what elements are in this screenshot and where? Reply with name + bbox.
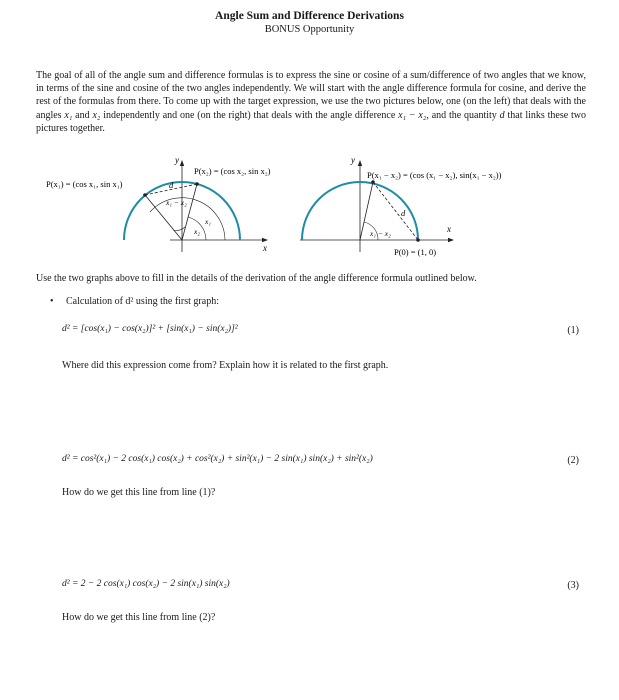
figure-right bbox=[300, 155, 502, 257]
intro-var-diff: x₁ − x₂ bbox=[398, 109, 427, 121]
figure-graphs bbox=[0, 152, 619, 262]
left-point-p1 bbox=[143, 193, 147, 197]
intro-paragraph bbox=[36, 69, 586, 135]
equation-3: d² = 2 − 2 cos(x₁) cos(x₂) − 2 sin(x₁) sin(x₂) bbox=[62, 579, 230, 589]
page-subtitle: BONUS Opportunity bbox=[264, 24, 355, 35]
intro-text-4: that links these two pictures together. bbox=[36, 109, 587, 134]
page-title: Angle Sum and Difference Derivations bbox=[215, 10, 404, 22]
equation-number-1: (1) bbox=[567, 325, 579, 336]
equation-1: d² = [cos(x₁) − cos(x₂)]² + [sin(x₁) − sin(x₂)]² bbox=[62, 324, 238, 334]
left-axis-y-label: y bbox=[175, 155, 179, 165]
right-y-arrow-icon bbox=[358, 160, 362, 166]
intro-text-and: and bbox=[72, 109, 93, 121]
right-x-arrow-icon bbox=[448, 238, 454, 242]
left-label-p1: P(x₁) = (cos x₁, sin x₁) bbox=[46, 179, 123, 189]
question-3: How do we get this line from line (2)? bbox=[62, 612, 216, 623]
left-y-arrow-icon bbox=[180, 160, 184, 166]
left-label-d: d bbox=[169, 180, 174, 190]
bullet-dot-icon: • bbox=[50, 296, 54, 307]
bullet-text: Calculation of d² using the first graph: bbox=[66, 296, 219, 307]
figure-left bbox=[46, 155, 271, 253]
left-label-x1: x₁ bbox=[205, 217, 211, 226]
equation-number-2: (2) bbox=[567, 455, 579, 466]
right-label-p0: P(0) = (1, 0) bbox=[394, 247, 437, 257]
right-label-diff: x₁ − x₂ bbox=[370, 229, 391, 238]
right-label-p: P(x₁ − x₂) = (cos (x₁ − x₂), sin(x₁ − x₂)) bbox=[367, 170, 502, 180]
equation-2: d² = cos²(x₁) − 2 cos(x₁) cos(x₂) + cos²(x₂) + sin²(x₁) − 2 sin(x₁) sin(x₂) + sin²(x₂) bbox=[62, 454, 373, 464]
left-label-p2: P(x₂) = (cos x₂, sin x₂) bbox=[194, 166, 271, 176]
intro-text-3: , and the quantity bbox=[426, 109, 500, 121]
right-point-p bbox=[371, 180, 375, 184]
question-2: How do we get this line from line (1)? bbox=[62, 487, 216, 498]
intro-text-1: The goal of all of the angle sum and difference formulas is to express the sine or cosine of a sum/difference of two angles that we know, in terms of the sine and cosine of the two angles independently. We will start with the angle difference formula for cosine, and derive the rest of the formulas from there. To come up with the target expression, we use the two pictures below, one (on the left) that deals with the angles bbox=[36, 70, 586, 121]
right-point-p0 bbox=[416, 238, 420, 242]
equation-number-3: (3) bbox=[567, 580, 579, 591]
left-label-x2: x₂ bbox=[194, 227, 200, 236]
intro-var-x1: x₁ bbox=[64, 109, 73, 121]
bullet-item bbox=[50, 296, 219, 307]
question-1: Where did this expression come from? Explain how it is related to the first graph. bbox=[62, 360, 389, 371]
right-axis-y-label: y bbox=[351, 155, 355, 165]
instruction-text: Use the two graphs above to fill in the details of the derivation of the angle difference formula outlined below. bbox=[36, 273, 477, 284]
left-angle-diff-arc bbox=[173, 227, 185, 230]
left-axis-x-label: x bbox=[263, 243, 267, 253]
left-x-arrow-icon bbox=[262, 238, 268, 242]
intro-var-x2: x₂ bbox=[92, 109, 101, 121]
left-label-diff: x₁ − x₂ bbox=[166, 198, 187, 207]
intro-text-2: independently and one (on the right) that deals with the angle difference bbox=[100, 109, 399, 121]
right-axis-x-label: x bbox=[447, 224, 451, 234]
left-point-p2 bbox=[195, 182, 199, 186]
intro-var-d: d bbox=[499, 109, 505, 121]
figures bbox=[0, 152, 619, 262]
right-label-d: d bbox=[401, 208, 406, 218]
